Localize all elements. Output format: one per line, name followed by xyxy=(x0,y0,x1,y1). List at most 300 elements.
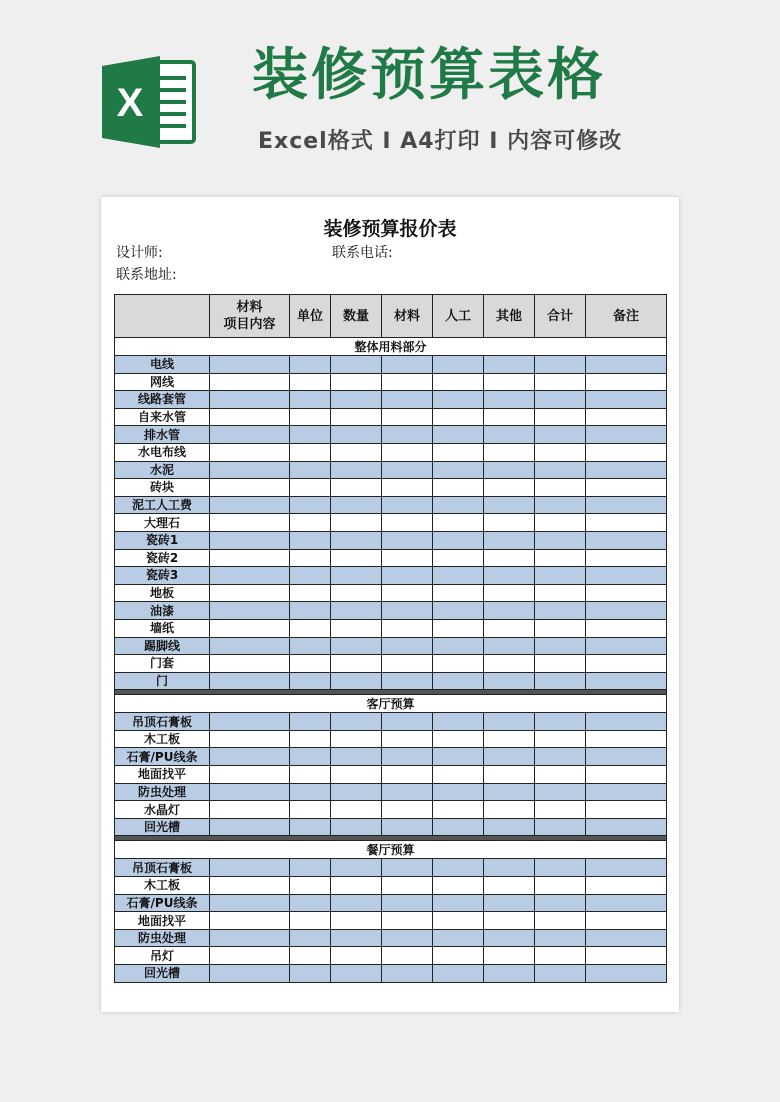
data-cell[interactable] xyxy=(290,619,331,637)
data-cell[interactable] xyxy=(290,567,331,585)
data-cell[interactable] xyxy=(484,391,535,409)
data-cell[interactable] xyxy=(210,356,290,374)
data-cell[interactable] xyxy=(210,426,290,444)
data-cell[interactable] xyxy=(586,818,667,836)
data-cell[interactable] xyxy=(210,818,290,836)
table-row xyxy=(115,496,667,514)
data-cell[interactable] xyxy=(290,783,331,801)
data-cell[interactable] xyxy=(484,912,535,930)
data-cell[interactable] xyxy=(433,783,484,801)
data-cell[interactable] xyxy=(586,655,667,673)
data-cell[interactable] xyxy=(210,479,290,497)
data-cell[interactable] xyxy=(586,766,667,784)
data-cell[interactable] xyxy=(382,713,433,731)
data-cell[interactable] xyxy=(433,584,484,602)
data-cell[interactable] xyxy=(382,783,433,801)
data-cell[interactable] xyxy=(210,373,290,391)
item-name: 瓷砖2 xyxy=(115,549,210,567)
data-cell[interactable] xyxy=(382,549,433,567)
data-cell[interactable] xyxy=(382,479,433,497)
data-cell[interactable] xyxy=(382,766,433,784)
data-cell[interactable] xyxy=(484,672,535,690)
data-cell[interactable] xyxy=(484,496,535,514)
data-cell[interactable] xyxy=(535,801,586,819)
data-cell[interactable] xyxy=(433,947,484,965)
data-cell[interactable] xyxy=(535,426,586,444)
data-cell[interactable] xyxy=(433,637,484,655)
table-header-row xyxy=(115,295,667,338)
data-cell[interactable] xyxy=(433,894,484,912)
data-cell[interactable] xyxy=(586,514,667,532)
column-header: 合计 xyxy=(535,295,586,338)
data-cell[interactable] xyxy=(210,461,290,479)
data-cell[interactable] xyxy=(433,619,484,637)
data-cell[interactable] xyxy=(484,356,535,374)
data-cell[interactable] xyxy=(331,859,382,877)
item-name: 水电布线 xyxy=(115,443,210,461)
data-cell[interactable] xyxy=(535,877,586,895)
data-cell[interactable] xyxy=(586,672,667,690)
data-cell[interactable] xyxy=(586,443,667,461)
data-cell[interactable] xyxy=(210,637,290,655)
data-cell[interactable] xyxy=(535,479,586,497)
data-cell[interactable] xyxy=(484,531,535,549)
document-title: 装修预算报价表 xyxy=(323,218,457,240)
data-cell[interactable] xyxy=(290,637,331,655)
data-cell[interactable] xyxy=(484,584,535,602)
data-cell[interactable] xyxy=(382,514,433,532)
data-cell[interactable] xyxy=(433,461,484,479)
data-cell[interactable] xyxy=(331,567,382,585)
data-cell[interactable] xyxy=(331,514,382,532)
data-cell[interactable] xyxy=(484,461,535,479)
data-cell[interactable] xyxy=(535,947,586,965)
data-cell[interactable] xyxy=(382,748,433,766)
data-cell[interactable] xyxy=(210,859,290,877)
data-cell[interactable] xyxy=(382,929,433,947)
table-row xyxy=(115,443,667,461)
data-cell[interactable] xyxy=(210,443,290,461)
data-cell[interactable] xyxy=(433,655,484,673)
column-header: 单位 xyxy=(290,295,331,338)
data-cell[interactable] xyxy=(210,912,290,930)
item-name: 防虫处理 xyxy=(115,929,210,947)
data-cell[interactable] xyxy=(535,391,586,409)
data-cell[interactable] xyxy=(210,947,290,965)
data-cell[interactable] xyxy=(586,730,667,748)
data-cell[interactable] xyxy=(484,877,535,895)
data-cell[interactable] xyxy=(331,496,382,514)
data-cell[interactable] xyxy=(331,549,382,567)
data-cell[interactable] xyxy=(290,461,331,479)
data-cell[interactable] xyxy=(433,801,484,819)
data-cell[interactable] xyxy=(290,408,331,426)
data-cell[interactable] xyxy=(382,426,433,444)
data-cell[interactable] xyxy=(535,965,586,983)
table-row xyxy=(115,877,667,895)
data-cell[interactable] xyxy=(535,461,586,479)
data-cell[interactable] xyxy=(290,859,331,877)
data-cell[interactable] xyxy=(331,877,382,895)
data-cell[interactable] xyxy=(586,619,667,637)
data-cell[interactable] xyxy=(484,373,535,391)
data-cell[interactable] xyxy=(433,496,484,514)
data-cell[interactable] xyxy=(484,801,535,819)
data-cell[interactable] xyxy=(433,479,484,497)
data-cell[interactable] xyxy=(586,373,667,391)
data-cell[interactable] xyxy=(433,408,484,426)
data-cell[interactable] xyxy=(484,859,535,877)
column-header: 人工 xyxy=(433,295,484,338)
data-cell[interactable] xyxy=(382,655,433,673)
data-cell[interactable] xyxy=(535,584,586,602)
data-cell[interactable] xyxy=(484,748,535,766)
data-cell[interactable] xyxy=(484,766,535,784)
data-cell[interactable] xyxy=(535,356,586,374)
data-cell[interactable] xyxy=(586,912,667,930)
data-cell[interactable] xyxy=(433,567,484,585)
table-row xyxy=(115,730,667,748)
data-cell[interactable] xyxy=(484,567,535,585)
data-cell[interactable] xyxy=(382,584,433,602)
data-cell[interactable] xyxy=(290,947,331,965)
data-cell[interactable] xyxy=(210,584,290,602)
data-cell[interactable] xyxy=(433,443,484,461)
data-cell[interactable] xyxy=(586,748,667,766)
data-cell[interactable] xyxy=(535,929,586,947)
data-cell[interactable] xyxy=(331,479,382,497)
data-cell[interactable] xyxy=(210,877,290,895)
data-cell[interactable] xyxy=(433,766,484,784)
data-cell[interactable] xyxy=(331,818,382,836)
item-name: 大理石 xyxy=(115,514,210,532)
data-cell[interactable] xyxy=(586,496,667,514)
data-cell[interactable] xyxy=(586,549,667,567)
data-cell[interactable] xyxy=(290,912,331,930)
table-row xyxy=(115,567,667,585)
excel-logo-icon xyxy=(100,56,200,148)
data-cell[interactable] xyxy=(484,929,535,947)
data-cell[interactable] xyxy=(382,391,433,409)
data-cell[interactable] xyxy=(210,730,290,748)
data-cell[interactable] xyxy=(382,531,433,549)
data-cell[interactable] xyxy=(535,783,586,801)
table-row xyxy=(115,461,667,479)
data-cell[interactable] xyxy=(382,408,433,426)
item-name: 回光槽 xyxy=(115,965,210,983)
data-cell[interactable] xyxy=(484,408,535,426)
data-cell[interactable] xyxy=(290,602,331,620)
data-cell[interactable] xyxy=(433,426,484,444)
data-cell[interactable] xyxy=(290,672,331,690)
data-cell[interactable] xyxy=(586,894,667,912)
data-cell[interactable] xyxy=(484,602,535,620)
table-row xyxy=(115,514,667,532)
data-cell[interactable] xyxy=(331,748,382,766)
data-cell[interactable] xyxy=(331,965,382,983)
data-cell[interactable] xyxy=(210,549,290,567)
data-cell[interactable] xyxy=(290,730,331,748)
data-cell[interactable] xyxy=(331,929,382,947)
data-cell[interactable] xyxy=(210,894,290,912)
data-cell[interactable] xyxy=(210,602,290,620)
data-cell[interactable] xyxy=(535,443,586,461)
data-cell[interactable] xyxy=(433,877,484,895)
data-cell[interactable] xyxy=(331,531,382,549)
data-cell[interactable] xyxy=(433,602,484,620)
data-cell[interactable] xyxy=(586,567,667,585)
data-cell[interactable] xyxy=(331,356,382,374)
data-cell[interactable] xyxy=(331,713,382,731)
section-row xyxy=(115,338,667,356)
data-cell[interactable] xyxy=(382,496,433,514)
data-cell[interactable] xyxy=(484,894,535,912)
data-cell[interactable] xyxy=(210,619,290,637)
table-row xyxy=(115,426,667,444)
data-cell[interactable] xyxy=(433,672,484,690)
data-cell[interactable] xyxy=(586,479,667,497)
data-cell[interactable] xyxy=(433,514,484,532)
data-cell[interactable] xyxy=(331,766,382,784)
data-cell[interactable] xyxy=(484,655,535,673)
data-cell[interactable] xyxy=(433,912,484,930)
data-cell[interactable] xyxy=(535,567,586,585)
data-cell[interactable] xyxy=(290,766,331,784)
data-cell[interactable] xyxy=(290,584,331,602)
data-cell[interactable] xyxy=(484,479,535,497)
data-cell[interactable] xyxy=(484,549,535,567)
data-cell[interactable] xyxy=(290,929,331,947)
data-cell[interactable] xyxy=(331,637,382,655)
data-cell[interactable] xyxy=(382,877,433,895)
data-cell[interactable] xyxy=(290,356,331,374)
data-cell[interactable] xyxy=(290,655,331,673)
data-cell[interactable] xyxy=(433,730,484,748)
data-cell[interactable] xyxy=(586,877,667,895)
data-cell[interactable] xyxy=(331,801,382,819)
data-cell[interactable] xyxy=(433,391,484,409)
data-cell[interactable] xyxy=(331,655,382,673)
data-cell[interactable] xyxy=(535,408,586,426)
data-cell[interactable] xyxy=(290,373,331,391)
data-cell[interactable] xyxy=(433,549,484,567)
data-cell[interactable] xyxy=(535,514,586,532)
data-cell[interactable] xyxy=(586,391,667,409)
data-cell[interactable] xyxy=(535,373,586,391)
data-cell[interactable] xyxy=(586,602,667,620)
item-name: 瓷砖1 xyxy=(115,531,210,549)
item-name: 门 xyxy=(115,672,210,690)
data-cell[interactable] xyxy=(331,461,382,479)
data-cell[interactable] xyxy=(586,801,667,819)
data-cell[interactable] xyxy=(535,766,586,784)
data-cell[interactable] xyxy=(535,672,586,690)
data-cell[interactable] xyxy=(535,637,586,655)
data-cell[interactable] xyxy=(535,818,586,836)
data-cell[interactable] xyxy=(210,496,290,514)
data-cell[interactable] xyxy=(382,801,433,819)
data-cell[interactable] xyxy=(535,496,586,514)
data-cell[interactable] xyxy=(433,373,484,391)
data-cell[interactable] xyxy=(535,531,586,549)
data-cell[interactable] xyxy=(290,426,331,444)
item-name: 地面找平 xyxy=(115,912,210,930)
data-cell[interactable] xyxy=(433,356,484,374)
data-cell[interactable] xyxy=(331,426,382,444)
data-cell[interactable] xyxy=(331,783,382,801)
data-cell[interactable] xyxy=(535,912,586,930)
data-cell[interactable] xyxy=(586,531,667,549)
data-cell[interactable] xyxy=(535,859,586,877)
data-cell[interactable] xyxy=(210,672,290,690)
data-cell[interactable] xyxy=(535,730,586,748)
data-cell[interactable] xyxy=(535,549,586,567)
data-cell[interactable] xyxy=(382,859,433,877)
data-cell[interactable] xyxy=(535,655,586,673)
data-cell[interactable] xyxy=(331,584,382,602)
data-cell[interactable] xyxy=(382,637,433,655)
data-cell[interactable] xyxy=(382,730,433,748)
data-cell[interactable] xyxy=(586,783,667,801)
item-name: 地板 xyxy=(115,584,210,602)
data-cell[interactable] xyxy=(382,461,433,479)
data-cell[interactable] xyxy=(382,947,433,965)
data-cell[interactable] xyxy=(331,408,382,426)
data-cell[interactable] xyxy=(210,391,290,409)
data-cell[interactable] xyxy=(210,408,290,426)
data-cell[interactable] xyxy=(535,713,586,731)
data-cell[interactable] xyxy=(484,818,535,836)
data-cell[interactable] xyxy=(210,655,290,673)
data-cell[interactable] xyxy=(382,356,433,374)
data-cell[interactable] xyxy=(586,965,667,983)
data-cell[interactable] xyxy=(331,619,382,637)
data-cell[interactable] xyxy=(382,912,433,930)
data-cell[interactable] xyxy=(331,602,382,620)
data-cell[interactable] xyxy=(331,391,382,409)
data-cell[interactable] xyxy=(210,748,290,766)
item-name: 电线 xyxy=(115,356,210,374)
data-cell[interactable] xyxy=(433,929,484,947)
data-cell[interactable] xyxy=(290,443,331,461)
data-cell[interactable] xyxy=(535,748,586,766)
data-cell[interactable] xyxy=(290,748,331,766)
data-cell[interactable] xyxy=(433,859,484,877)
section-row xyxy=(115,841,667,859)
data-cell[interactable] xyxy=(382,373,433,391)
data-cell[interactable] xyxy=(331,947,382,965)
data-cell[interactable] xyxy=(382,619,433,637)
data-cell[interactable] xyxy=(433,531,484,549)
data-cell[interactable] xyxy=(290,713,331,731)
item-name: 泥工人工费 xyxy=(115,496,210,514)
data-cell[interactable] xyxy=(484,426,535,444)
data-cell[interactable] xyxy=(484,514,535,532)
data-cell[interactable] xyxy=(290,894,331,912)
data-cell[interactable] xyxy=(331,912,382,930)
table-row xyxy=(115,748,667,766)
data-cell[interactable] xyxy=(331,373,382,391)
data-cell[interactable] xyxy=(586,947,667,965)
item-name: 线路套管 xyxy=(115,391,210,409)
data-cell[interactable] xyxy=(484,947,535,965)
data-cell[interactable] xyxy=(290,496,331,514)
table-row xyxy=(115,912,667,930)
data-cell[interactable] xyxy=(586,713,667,731)
data-cell[interactable] xyxy=(382,567,433,585)
data-cell[interactable] xyxy=(331,443,382,461)
data-cell[interactable] xyxy=(433,748,484,766)
banner-subtitle: Excel格式 I A4打印 I 内容可修改 xyxy=(258,129,623,154)
data-cell[interactable] xyxy=(484,637,535,655)
data-cell[interactable] xyxy=(484,619,535,637)
data-cell[interactable] xyxy=(535,894,586,912)
data-cell[interactable] xyxy=(290,965,331,983)
data-cell[interactable] xyxy=(433,818,484,836)
data-cell[interactable] xyxy=(586,461,667,479)
data-cell[interactable] xyxy=(382,602,433,620)
data-cell[interactable] xyxy=(290,514,331,532)
data-cell[interactable] xyxy=(290,818,331,836)
section-title: 客厅预算 xyxy=(115,695,667,713)
data-cell[interactable] xyxy=(290,479,331,497)
data-cell[interactable] xyxy=(586,426,667,444)
item-name: 吊顶石膏板 xyxy=(115,859,210,877)
data-cell[interactable] xyxy=(484,443,535,461)
table-row xyxy=(115,584,667,602)
data-cell[interactable] xyxy=(586,637,667,655)
data-cell[interactable] xyxy=(210,783,290,801)
data-cell[interactable] xyxy=(586,356,667,374)
data-cell[interactable] xyxy=(484,730,535,748)
data-cell[interactable] xyxy=(535,602,586,620)
data-cell[interactable] xyxy=(290,549,331,567)
data-cell[interactable] xyxy=(535,619,586,637)
data-cell[interactable] xyxy=(210,531,290,549)
data-cell[interactable] xyxy=(586,584,667,602)
data-cell[interactable] xyxy=(210,965,290,983)
data-cell[interactable] xyxy=(433,713,484,731)
table-row xyxy=(115,801,667,819)
data-cell[interactable] xyxy=(382,818,433,836)
data-cell[interactable] xyxy=(290,531,331,549)
data-cell[interactable] xyxy=(382,965,433,983)
data-cell[interactable] xyxy=(331,894,382,912)
data-cell[interactable] xyxy=(290,877,331,895)
data-cell[interactable] xyxy=(210,766,290,784)
data-cell[interactable] xyxy=(290,391,331,409)
data-cell[interactable] xyxy=(382,443,433,461)
data-cell[interactable] xyxy=(210,929,290,947)
data-cell[interactable] xyxy=(484,965,535,983)
data-cell[interactable] xyxy=(382,894,433,912)
data-cell[interactable] xyxy=(290,801,331,819)
data-cell[interactable] xyxy=(382,672,433,690)
data-cell[interactable] xyxy=(331,672,382,690)
column-header: 备注 xyxy=(586,295,667,338)
data-cell[interactable] xyxy=(210,713,290,731)
data-cell[interactable] xyxy=(586,859,667,877)
data-cell[interactable] xyxy=(210,801,290,819)
data-cell[interactable] xyxy=(586,929,667,947)
data-cell[interactable] xyxy=(210,567,290,585)
data-cell[interactable] xyxy=(433,965,484,983)
data-cell[interactable] xyxy=(331,730,382,748)
data-cell[interactable] xyxy=(484,713,535,731)
data-cell[interactable] xyxy=(484,783,535,801)
data-cell[interactable] xyxy=(210,514,290,532)
data-cell[interactable] xyxy=(586,408,667,426)
